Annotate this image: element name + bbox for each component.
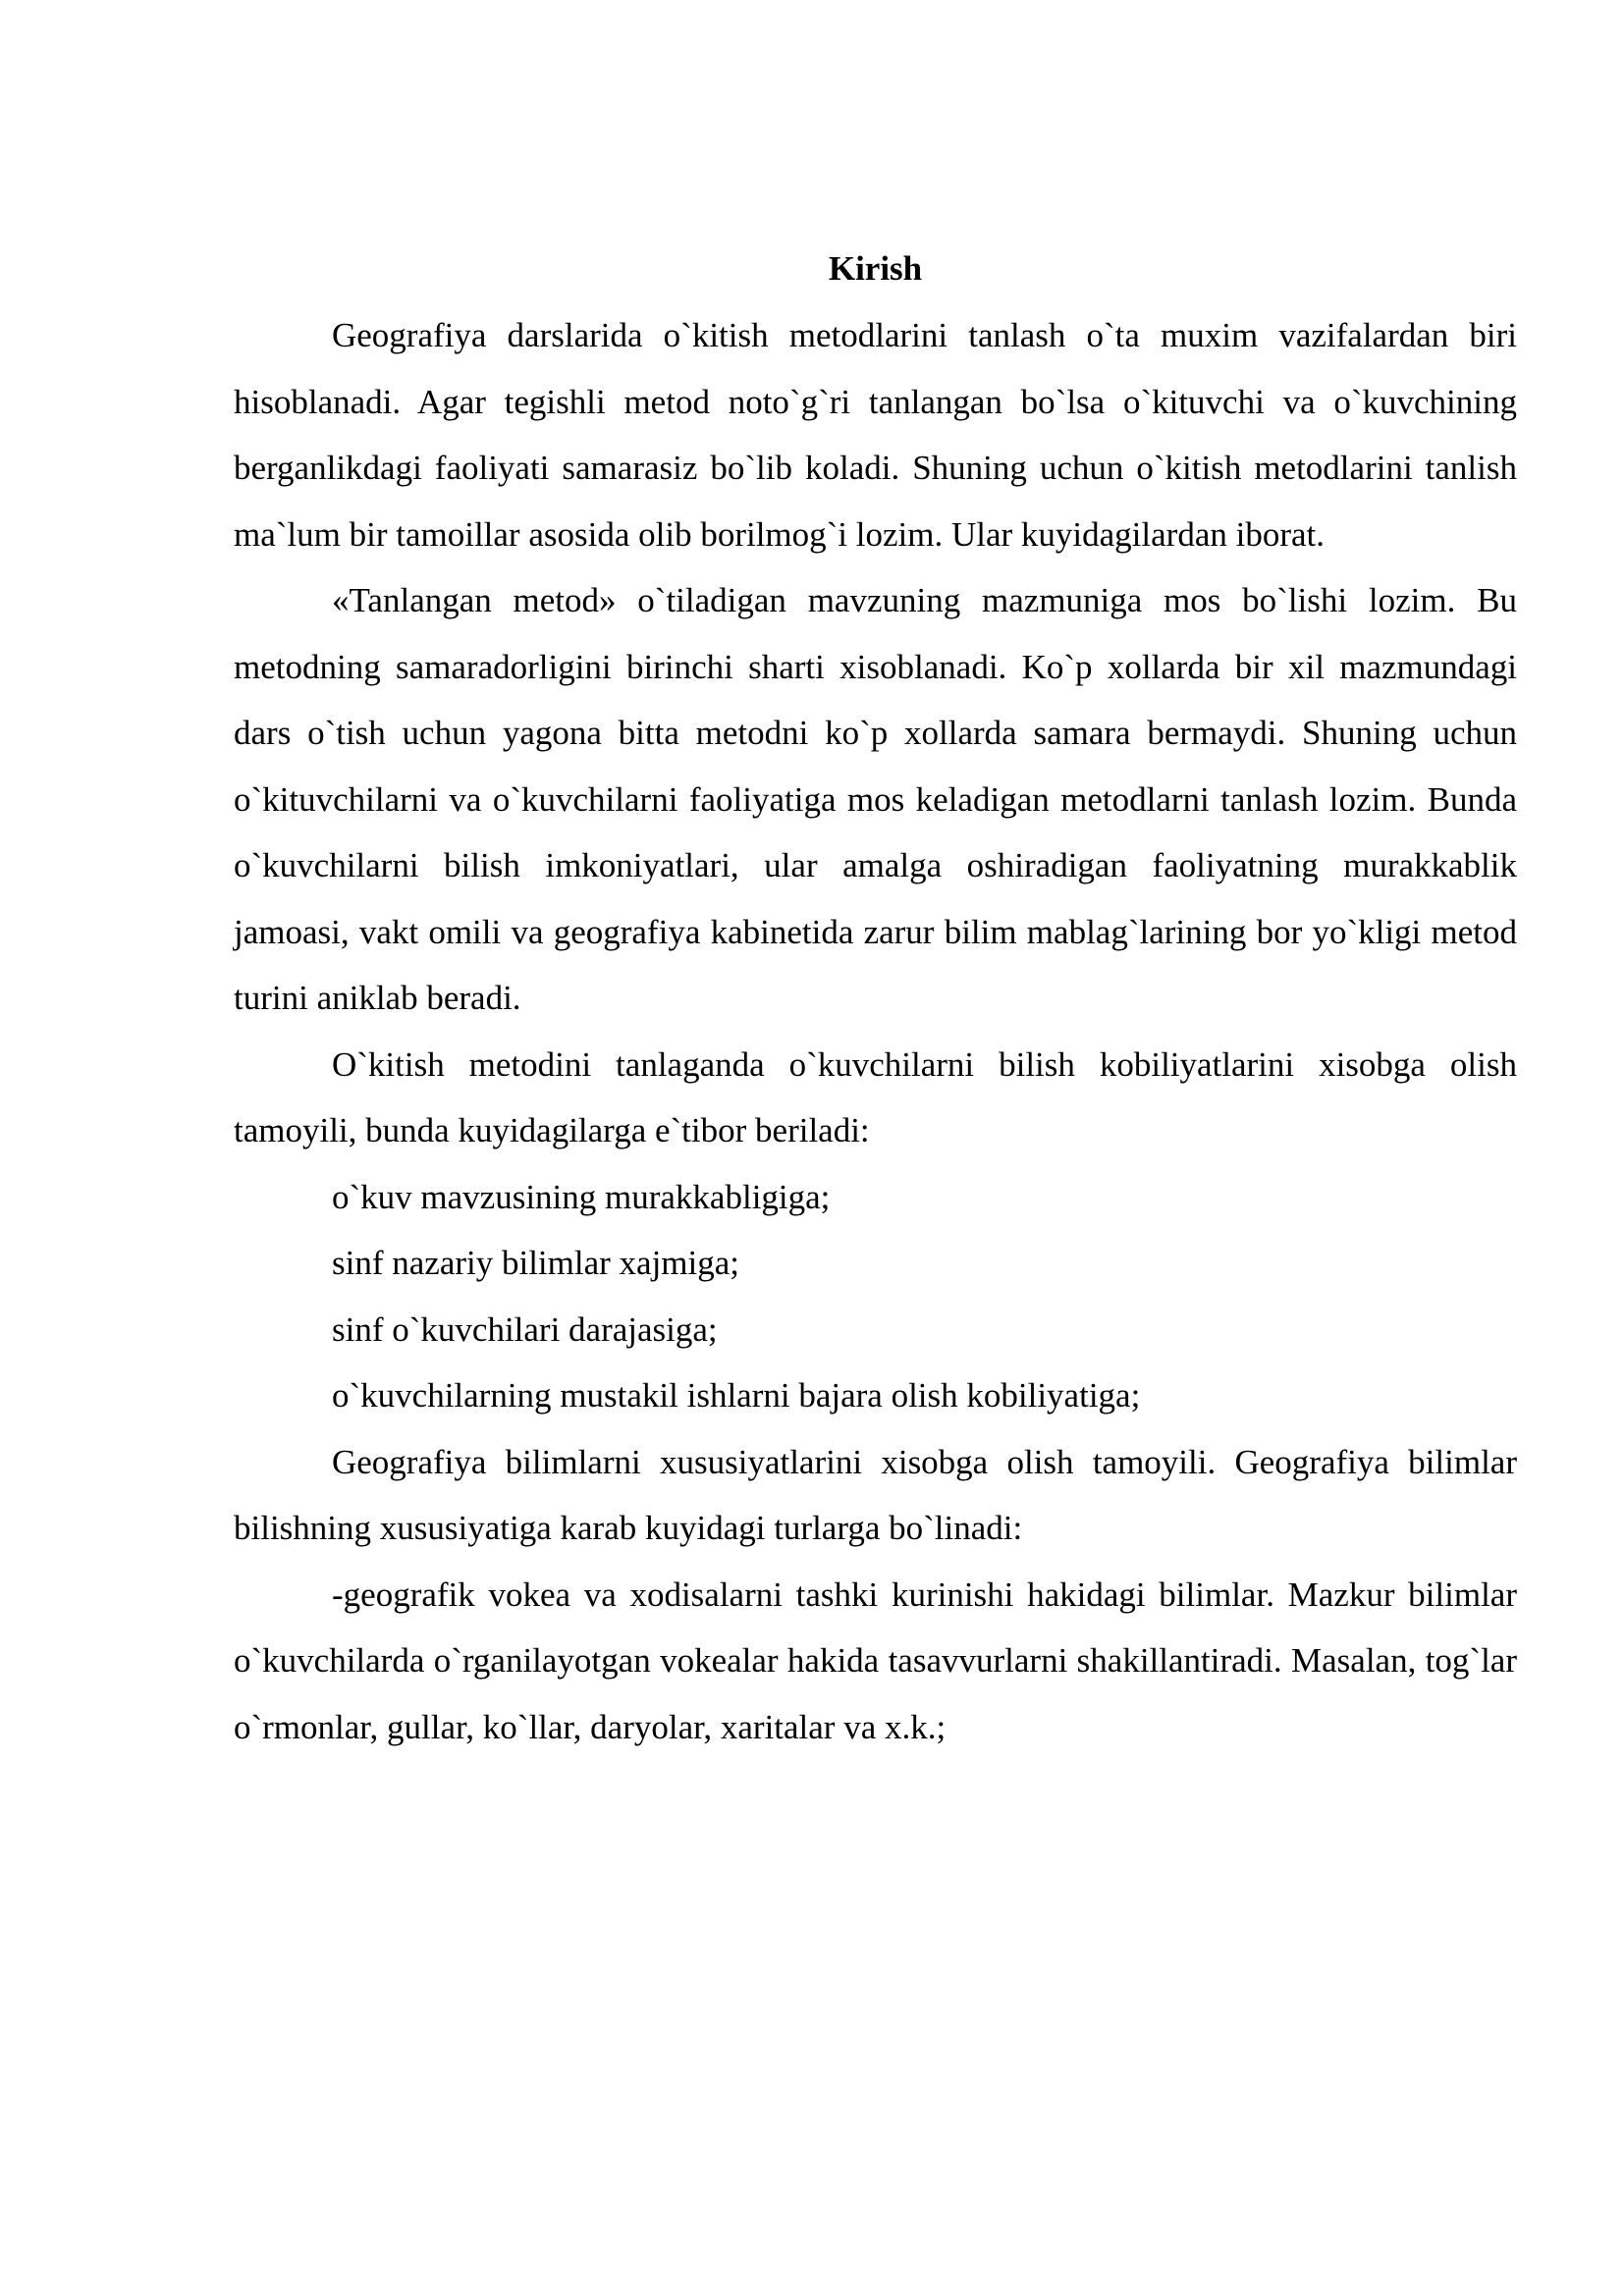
list-item: o`kuvchilarning mustakil ishlarni bajara olish kobiliyatiga;	[332, 1376, 1141, 1415]
list-item: sinf nazariy bilimlar xajmiga;	[332, 1244, 740, 1282]
paragraph-geography-knowledge: Geografiya bilimlarni xususiyatlarini xisobga olish tamoyili. Geografiya bilimlar bilishning xususiyatiga karab kuyidagi turlarga bo`linadi:	[234, 1442, 1517, 1547]
document-body	[234, 236, 1517, 1760]
list-item: sinf o`kuvchilari darajasiga;	[332, 1309, 718, 1349]
paragraph-intro: Geografiya darslarida o`kitish metodlarini tanlash o`ta muxim vazifalardan biri hisoblanadi. Agar tegishli metod noto`g`ri tanlangan bo`lsa o`kituvchi va o`kuvchining berganlikdagi faoliyati samarasiz bo`lib koladi. Shuning uchun o`kitish metodlarini tanlish ma`lum bir tamoillar asosida olib borilmog`i lozim. Ular kuyidagilardan iborat.	[234, 316, 1517, 554]
list-item: o`kuv mavzusining murakkabligiga;	[332, 1177, 831, 1216]
paragraph-learning-ability: O`kitish metodini tanlaganda o`kuvchilarni bilish kobiliyatlarini xisobga olish tamoyili, bunda kuyidagilarga e`tibor beriladi:	[234, 1044, 1517, 1149]
criteria-list	[234, 1164, 1517, 1429]
document-title: Kirish	[828, 249, 923, 288]
paragraph-selected-method: «Tanlangan metod» o`tiladigan mavzuning mazmuniga mos bo`lishi lozim. Bu metodning samaradorligini birinchi sharti xisoblanadi. Ko`p xollarda bir xil mazmundagi dars o`tish uchun yagona bitta metodni ko`p xollarda samara bermaydi. Shuning uchun o`kituvchilarni va o`kuvchilarni faoliyatiga mos keladigan metodlarni tanlash lozim. Bunda o`kuvchilarni bilish imkoniyatlari, ular amalga oshiradigan faoliyatning murakkablik jamoasi, vakt omili va geografiya kabinetida zarur bilim mablag`larining bor yo`kligi metod turini aniklab beradi.	[234, 581, 1517, 1017]
paragraph-geographic-events: -geografik vokea va xodisalarni tashki kurinishi hakidagi bilimlar. Mazkur bilimlar o`kuvchilarda o`rganilayotgan vokealar hakida tasavvurlarni shakillantiradi. Masalan, tog`lar o`rmonlar, gullar, ko`llar, daryolar, xaritalar va x.k.;	[234, 1575, 1517, 1746]
